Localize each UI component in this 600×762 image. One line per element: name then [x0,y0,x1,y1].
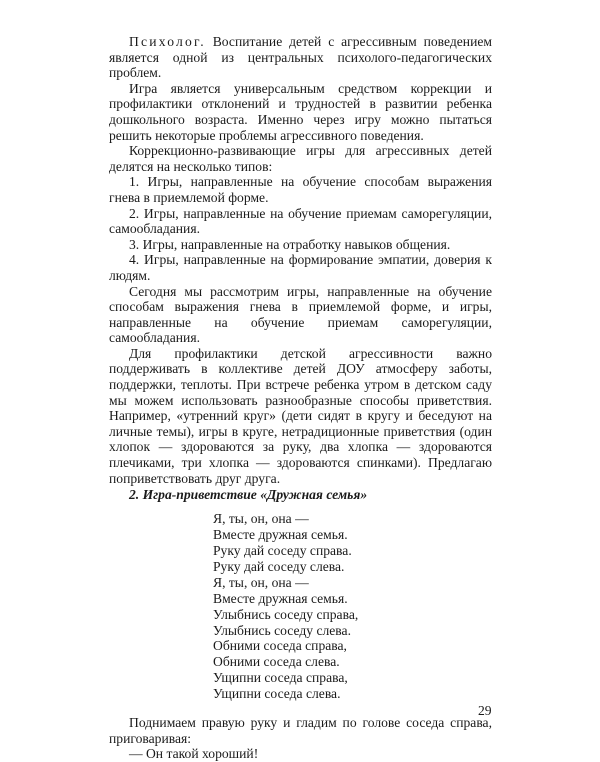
list-item: 1. Игры, направленные на обучение способам выражения гнева в приемлемой форме. [109,174,492,205]
poem-line: Ущипни соседа справа, [213,670,348,686]
poem-line: Я, ты, он, она — [213,511,309,527]
page-text [109,34,492,762]
paragraph-instruction: Поднимаем правую руку и гладим по голове соседа справа, приговаривая: [109,715,492,746]
list-item: 3. Игры, направленные на отработку навыков общения. [129,236,451,252]
poem-line: Ущипни соседа слева. [213,686,341,702]
speaker-label: Психолог. [129,34,206,49]
poem-line: Обними соседа слева. [213,654,340,670]
intro-text: Воспитание детей с агрессивным поведением является одной из центральных психолого-педагогических проблем. [109,34,492,81]
poem-line: Обними соседа справа, [213,638,347,654]
poem-line: Вместе дружная семья. [213,590,348,606]
list-item: 2. Игры, направленные на обучение приемам саморегуляции, самообладания. [109,205,492,237]
poem-line: Руку дай соседу слева. [213,558,345,574]
poem-line: Руку дай соседу справа. [213,543,352,559]
poem-line: Улыбнись соседу справа, [213,606,359,622]
paragraph-game-role: Игра является универсальным средством коррекции и профилактики отклонений и трудностей в развитии ребенка дошкольного возраста. Именно через игру можно пытаться решить некоторые проблемы агрессивного поведения. [109,80,492,143]
spoken-phrase: — Он такой хороший! [129,746,259,762]
poem [109,511,492,702]
paragraph-prevention: Для профилактики детской агрессивности важно поддерживать в коллективе детей ДОУ атмосферу заботы, поддержки, теплоты. При встрече ребенка утром в детском саду мы можем использовать разнообразные способы приветствия. Например, «утренний круг» (дети сидят в кругу и беседуют на личные темы), игры в круге, нетрадиционные приветствия (один хлопок — здороваются за руку, два хлопка — здороваются плечиками, три хлопка — здороваются спинками). Предлагаю поприветствовать друг друга. [109,345,492,486]
poem-line: Я, ты, он, она — [213,574,309,590]
game-heading: 2. Игра-приветствие «Дружная семья» [129,487,368,503]
poem-line: Улыбнись соседу слева. [213,622,351,638]
paragraph-today: Сегодня мы рассмотрим игры, направленные на обучение способам выражения гнева в приемлемой форме, и игры, направленные на обучение приемам саморегуляции, самообладания. [109,283,492,346]
list-item: 4. Игры, направленные на формирование эмпатии, доверия к людям. [109,252,492,283]
paragraph-game-types: Коррекционно-развивающие игры для агрессивных детей делятся на несколько типов: [109,143,492,174]
page-number: 29 [478,703,492,718]
intro-paragraph [109,34,492,81]
poem-line: Вместе дружная семья. [213,527,348,543]
